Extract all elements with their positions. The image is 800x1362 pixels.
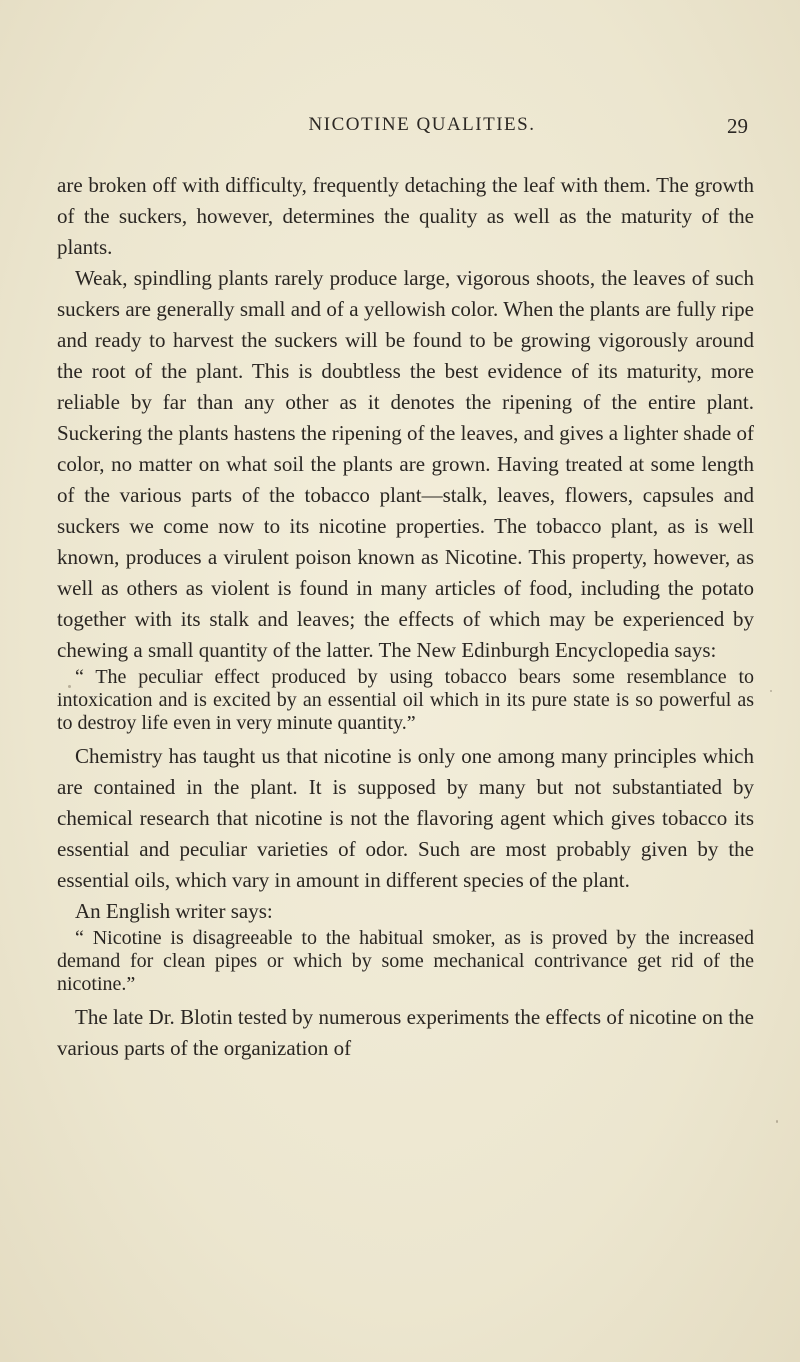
paper-speck <box>68 685 71 688</box>
paper-speck <box>770 690 772 692</box>
paragraph-suckers: Weak, spindling plants rarely produce large, vigorous shoots, the leaves of such suckers are generally small and of a yellowish color. When the plants are fully ripe and ready to harvest the suckers will be found to be growing vigorously around the root of the plant. This is doubtless the best evidence of its maturity, more reliable by far than any other as it denotes the ripening of the entire plant. Suckering the plants hastens the ripening of the leaves, and gives a lighter shade of color, no matter on what soil the plants are grown. Having treated at some length of the various parts of the tobacco plant—stalk, leaves, flowers, capsules and suckers we come now to its nicotine properties. The tobacco plant, as is well known, produces a virulent poison known as Nicotine. This property, however, as well as others as violent is found in many articles of food, including the potato together with its stalk and leaves; the effects of which may be experienced by chewing a small quantity of the latter. The New Edinburgh Encyclopedia says: <box>57 266 754 662</box>
quote-english-writer: “ Nicotine is disagreeable to the habitual smoker, as is proved by the increased demand for clean pipes or which by some mechanical contrivance get rid of the nicotine.” <box>57 927 754 995</box>
paragraph-blotin: The late Dr. Blotin tested by numerous experiments the effects of nicotine on the various parts of the organization of <box>57 1005 754 1060</box>
paragraph-chemistry: Chemistry has taught us that nicotine is only one among many principles which are contained in the plant. It is supposed by many but not substantiated by chemical research that nicotine is not the flavoring agent which gives tobacco its essential and peculiar varieties of odor. Such are most probably given by the essential oils, which vary in amount in different species of the plant. <box>57 744 754 892</box>
running-title: NICOTINE QUALITIES. <box>308 114 536 135</box>
page-number: 29 <box>727 114 748 138</box>
body-text <box>57 170 754 1064</box>
paper-speck <box>776 1120 778 1123</box>
paragraph-english-writer: An English writer says: <box>75 899 273 923</box>
paragraph-continuation: are broken off with difficulty, frequently detaching the leaf with them. The growth of the suckers, however, determines the quality as well as the maturity of the plants. <box>57 173 754 259</box>
running-head <box>96 114 748 150</box>
quote-encyclopedia: “ The peculiar effect produced by using tobacco bears some resemblance to intoxication and is excited by an essential oil which in its pure state is so powerful as to destroy life even in very minute quantity.” <box>57 666 754 734</box>
